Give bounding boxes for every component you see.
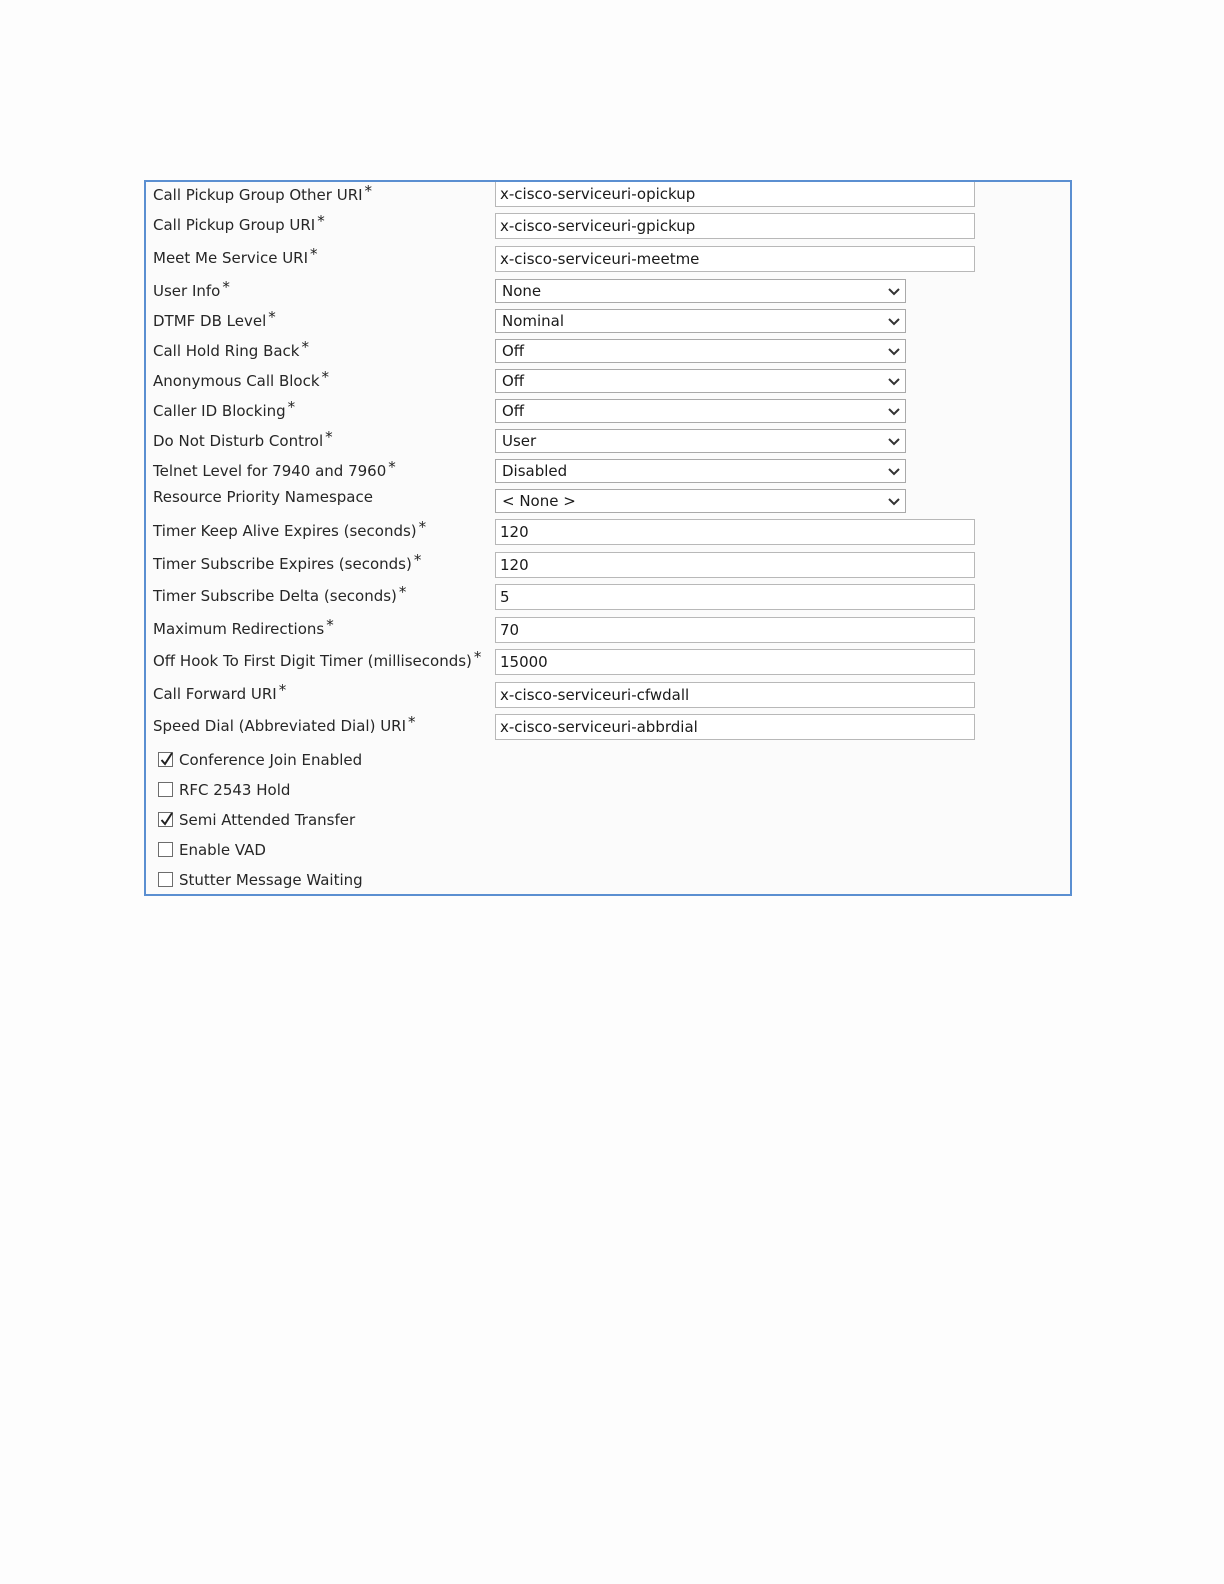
call-pickup-group-other-uri-row xyxy=(146,182,1070,212)
call-hold-ring-back-select[interactable] xyxy=(495,339,906,363)
required-asterisk: * xyxy=(325,428,333,446)
chevron-down-icon xyxy=(887,282,901,300)
maximum-redirections-label: Maximum Redirections * xyxy=(153,616,334,638)
telnet-level-value: Disabled xyxy=(502,462,568,480)
enable-vad-label: Enable VAD xyxy=(179,841,266,859)
required-asterisk: * xyxy=(278,681,287,699)
resource-priority-namespace-value: < None > xyxy=(502,492,576,510)
caller-id-blocking-select[interactable] xyxy=(495,399,906,423)
chevron-down-icon xyxy=(887,342,901,360)
anonymous-call-block-value: Off xyxy=(502,372,525,390)
call-pickup-group-other-uri-input[interactable]: x-cisco-serviceuri-opickup xyxy=(495,182,975,207)
required-asterisk: * xyxy=(222,278,230,296)
user-info-value: None xyxy=(502,282,542,300)
required-asterisk: * xyxy=(364,182,373,200)
required-asterisk: * xyxy=(326,616,334,634)
maximum-redirections-row xyxy=(146,616,1070,646)
call-hold-ring-back-label: Call Hold Ring Back * xyxy=(153,338,309,360)
required-asterisk: * xyxy=(317,212,325,230)
chevron-down-icon xyxy=(887,372,901,390)
anonymous-call-block-label: Anonymous Call Block * xyxy=(153,368,330,390)
anonymous-call-block-row xyxy=(146,368,1070,398)
off-hook-first-digit-timer-input[interactable]: 15000 xyxy=(495,649,975,675)
telnet-level-label: Telnet Level for 7940 and 7960 * xyxy=(153,458,396,480)
user-info-row xyxy=(146,278,1070,308)
do-not-disturb-control-select[interactable] xyxy=(495,429,906,453)
dtmf-db-level-row xyxy=(146,308,1070,338)
maximum-redirections-input[interactable]: 70 xyxy=(495,617,975,643)
call-forward-uri-input[interactable]: x-cisco-serviceuri-cfwdall xyxy=(495,682,975,708)
stutter-message-waiting-label: Stutter Message Waiting xyxy=(179,871,363,889)
meet-me-service-uri-input[interactable]: x-cisco-serviceuri-meetme xyxy=(495,246,975,272)
call-hold-ring-back-row xyxy=(146,338,1070,368)
call-pickup-group-other-uri-label: Call Pickup Group Other URI * xyxy=(153,182,373,204)
off-hook-first-digit-timer-label: Off Hook To First Digit Timer (milliseconds) * xyxy=(153,648,482,670)
checkmark-icon xyxy=(159,751,174,768)
user-info-select[interactable] xyxy=(495,279,906,303)
resource-priority-namespace-select[interactable] xyxy=(495,489,906,513)
stutter-message-waiting-checkbox[interactable] xyxy=(158,872,173,887)
required-asterisk: * xyxy=(473,648,482,666)
do-not-disturb-control-row xyxy=(146,428,1070,458)
required-asterisk: * xyxy=(413,551,422,569)
call-forward-uri-label: Call Forward URI * xyxy=(153,681,287,703)
caller-id-blocking-row xyxy=(146,398,1070,428)
caller-id-blocking-label: Caller ID Blocking * xyxy=(153,398,296,420)
dtmf-db-level-value: Nominal xyxy=(502,312,565,330)
checkmark-icon xyxy=(159,811,174,828)
conference-join-enabled-checkbox[interactable] xyxy=(158,752,173,767)
meet-me-service-uri-row xyxy=(146,245,1070,275)
semi-attended-transfer-checkbox[interactable] xyxy=(158,812,173,827)
timer-subscribe-delta-input[interactable]: 5 xyxy=(495,584,975,610)
timer-keep-alive-expires-row xyxy=(146,518,1070,548)
required-asterisk: * xyxy=(398,583,407,601)
chevron-down-icon xyxy=(887,402,901,420)
timer-subscribe-expires-input[interactable]: 120 xyxy=(495,552,975,578)
chevron-down-icon xyxy=(887,432,901,450)
required-asterisk: * xyxy=(268,308,276,326)
rfc-2543-hold-label: RFC 2543 Hold xyxy=(179,781,291,799)
dtmf-db-level-label: DTMF DB Level * xyxy=(153,308,276,330)
caller-id-blocking-value: Off xyxy=(502,402,525,420)
call-pickup-group-uri-label: Call Pickup Group URI * xyxy=(153,212,325,234)
off-hook-first-digit-timer-row xyxy=(146,648,1070,678)
enable-vad-checkbox[interactable] xyxy=(158,842,173,857)
resource-priority-namespace-label: Resource Priority Namespace xyxy=(153,488,373,506)
dtmf-db-level-select[interactable] xyxy=(495,309,906,333)
timer-subscribe-delta-row xyxy=(146,583,1070,613)
required-asterisk: * xyxy=(310,245,318,263)
timer-subscribe-expires-row xyxy=(146,551,1070,581)
chevron-down-icon xyxy=(887,492,901,510)
do-not-disturb-control-label: Do Not Disturb Control * xyxy=(153,428,333,450)
call-pickup-group-uri-row xyxy=(146,212,1070,242)
speed-dial-uri-row xyxy=(146,713,1070,743)
call-forward-uri-row xyxy=(146,681,1070,711)
semi-attended-transfer-label: Semi Attended Transfer xyxy=(179,811,356,829)
meet-me-service-uri-label: Meet Me Service URI * xyxy=(153,245,318,267)
telnet-level-select[interactable] xyxy=(495,459,906,483)
rfc-2543-hold-checkbox[interactable] xyxy=(158,782,173,797)
conference-join-enabled-label: Conference Join Enabled xyxy=(179,751,363,769)
timer-subscribe-delta-label: Timer Subscribe Delta (seconds) * xyxy=(153,583,407,605)
timer-keep-alive-expires-input[interactable]: 120 xyxy=(495,519,975,545)
timer-subscribe-expires-label: Timer Subscribe Expires (seconds) * xyxy=(153,551,422,573)
required-asterisk: * xyxy=(388,458,396,476)
chevron-down-icon xyxy=(887,312,901,330)
required-asterisk: * xyxy=(301,338,309,356)
do-not-disturb-control-value: User xyxy=(502,432,537,450)
timer-keep-alive-expires-label: Timer Keep Alive Expires (seconds) * xyxy=(153,518,427,540)
speed-dial-uri-label: Speed Dial (Abbreviated Dial) URI * xyxy=(153,713,416,735)
speed-dial-uri-input[interactable]: x-cisco-serviceuri-abbrdial xyxy=(495,714,975,740)
required-asterisk: * xyxy=(408,713,416,731)
user-info-label: User Info * xyxy=(153,278,230,300)
chevron-down-icon xyxy=(887,462,901,480)
required-asterisk: * xyxy=(321,368,330,386)
sip-profile-settings-panel xyxy=(144,180,1072,896)
required-asterisk: * xyxy=(287,398,296,416)
call-hold-ring-back-value: Off xyxy=(502,342,525,360)
call-pickup-group-uri-input[interactable]: x-cisco-serviceuri-gpickup xyxy=(495,213,975,239)
telnet-level-row xyxy=(146,458,1070,488)
required-asterisk: * xyxy=(418,518,427,536)
resource-priority-namespace-row xyxy=(146,488,1070,518)
anonymous-call-block-select[interactable] xyxy=(495,369,906,393)
